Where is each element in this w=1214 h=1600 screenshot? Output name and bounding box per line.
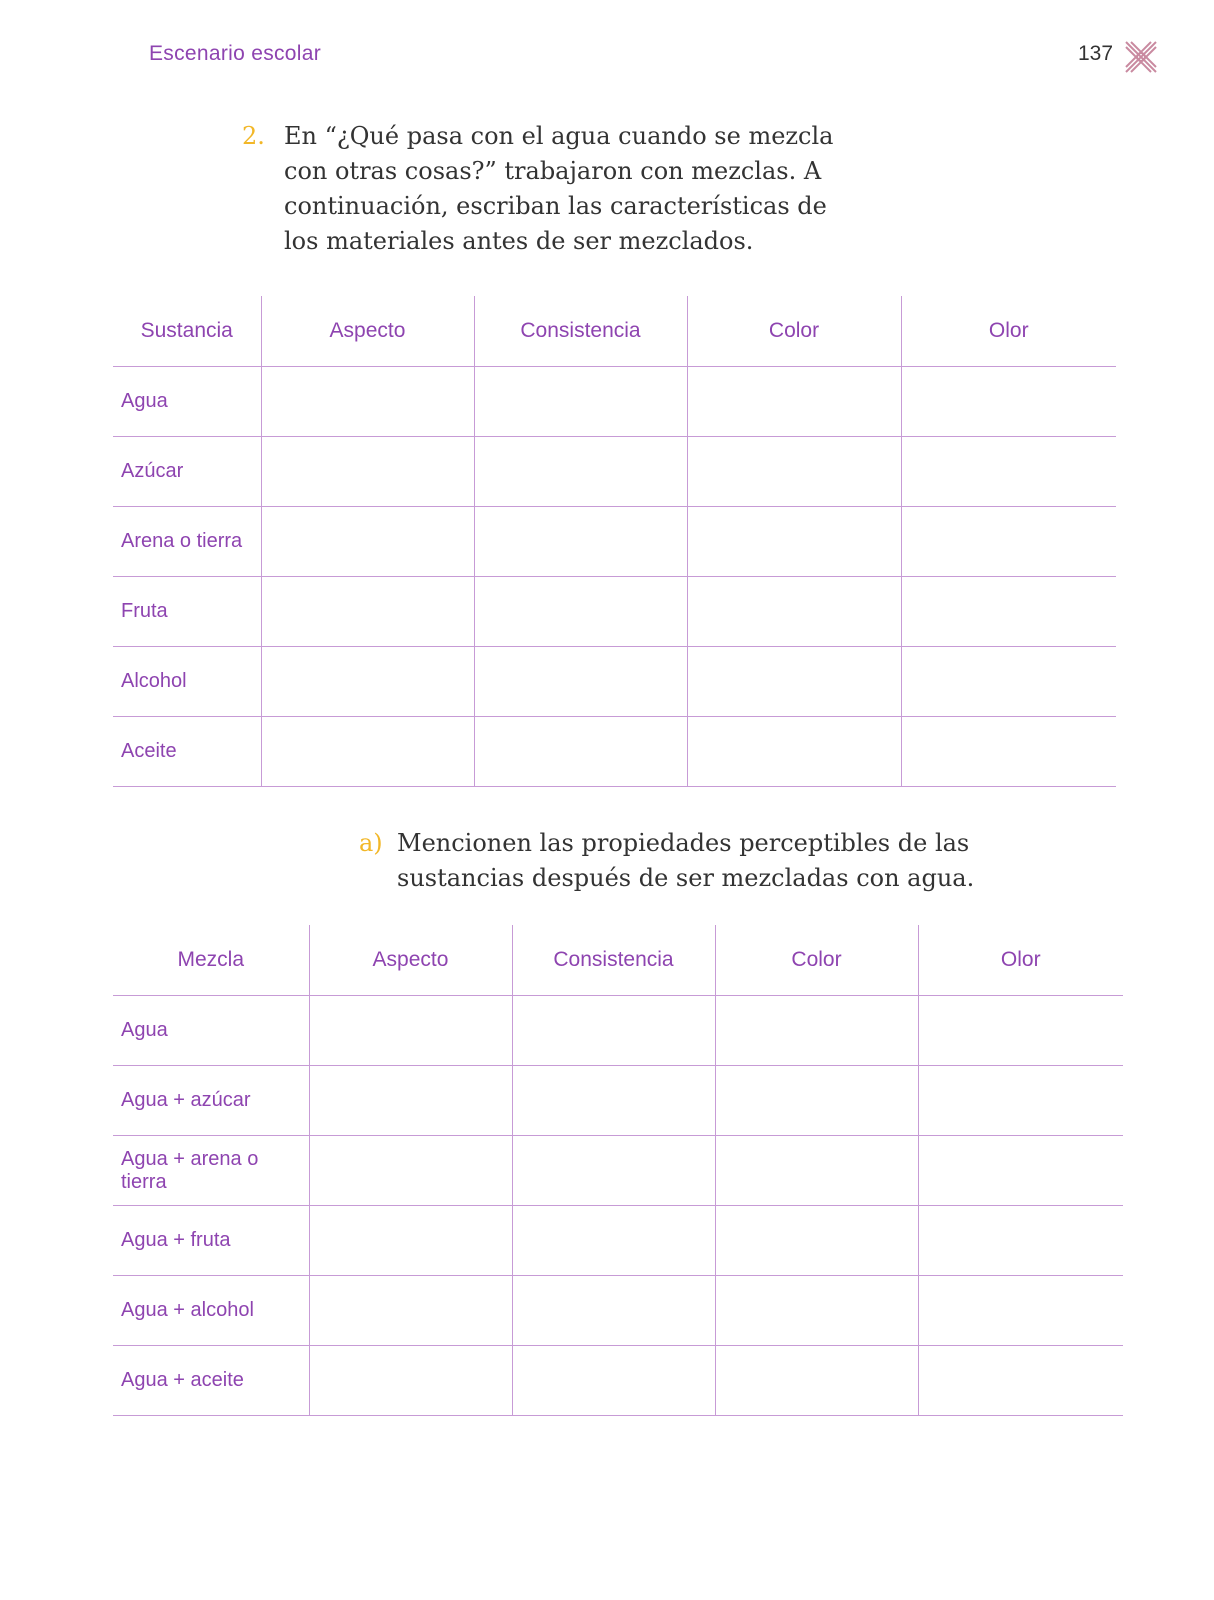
row-label: Agua + azúcar	[113, 1066, 309, 1136]
table-row	[113, 1346, 1123, 1416]
answer-cell[interactable]	[715, 1136, 918, 1206]
table-row	[113, 717, 1116, 787]
answer-cell[interactable]	[901, 507, 1116, 577]
row-label: Alcohol	[113, 647, 261, 717]
instruction-line: sustancias después de ser mezcladas con agua.	[397, 864, 975, 892]
column-header-olor: Olor	[901, 296, 1116, 367]
instruction-letter: a)	[359, 829, 383, 857]
answer-cell[interactable]	[918, 1206, 1123, 1276]
table-row	[113, 647, 1116, 717]
answer-cell[interactable]	[309, 1346, 512, 1416]
answer-cell[interactable]	[715, 996, 918, 1066]
answer-cell[interactable]	[687, 647, 901, 717]
answer-cell[interactable]	[687, 507, 901, 577]
answer-cell[interactable]	[901, 577, 1116, 647]
answer-cell[interactable]	[261, 717, 474, 787]
instruction-line: continuación, escriban las características de	[284, 192, 827, 220]
table-row	[113, 437, 1116, 507]
section-title: Escenario escolar	[149, 42, 322, 65]
instruction-number: 2.	[242, 122, 265, 150]
answer-cell[interactable]	[512, 1136, 715, 1206]
table-row	[113, 507, 1116, 577]
instruction-a	[359, 826, 1037, 896]
answer-cell[interactable]	[687, 437, 901, 507]
instruction-line: con otras cosas?” trabajaron con mezclas. A	[284, 157, 822, 185]
row-label: Agua + aceite	[113, 1346, 309, 1416]
column-header-aspecto: Aspecto	[261, 296, 474, 367]
table-row	[113, 1206, 1123, 1276]
answer-cell[interactable]	[309, 1066, 512, 1136]
answer-cell[interactable]	[474, 507, 687, 577]
answer-cell[interactable]	[918, 1066, 1123, 1136]
row-label: Agua	[113, 996, 309, 1066]
answer-cell[interactable]	[474, 717, 687, 787]
row-label: Arena o tierra	[113, 507, 261, 577]
instruction-line: En “¿Qué pasa con el agua cuando se mezcla	[284, 122, 834, 150]
row-label: Fruta	[113, 577, 261, 647]
answer-cell[interactable]	[309, 1276, 512, 1346]
column-header-color: Color	[715, 925, 918, 996]
row-label: Azúcar	[113, 437, 261, 507]
answer-cell[interactable]	[474, 577, 687, 647]
table-row	[113, 1276, 1123, 1346]
answer-cell[interactable]	[309, 1136, 512, 1206]
instruction-2	[242, 119, 884, 259]
instruction-line: Mencionen las propiedades perceptibles de las	[397, 829, 970, 857]
column-header-olor: Olor	[918, 925, 1123, 996]
answer-cell[interactable]	[261, 507, 474, 577]
answer-cell[interactable]	[261, 437, 474, 507]
answer-cell[interactable]	[715, 1346, 918, 1416]
answer-cell[interactable]	[918, 1136, 1123, 1206]
table-row	[113, 1136, 1123, 1206]
answer-cell[interactable]	[918, 996, 1123, 1066]
answer-cell[interactable]	[261, 367, 474, 437]
answer-cell[interactable]	[512, 1206, 715, 1276]
column-header-consistencia: Consistencia	[512, 925, 715, 996]
table-header-row	[113, 925, 1123, 996]
column-header-mezcla: Mezcla	[113, 925, 309, 996]
answer-cell[interactable]	[687, 577, 901, 647]
answer-cell[interactable]	[901, 367, 1116, 437]
row-label: Agua	[113, 367, 261, 437]
answer-cell[interactable]	[309, 1206, 512, 1276]
answer-cell[interactable]	[474, 437, 687, 507]
table-row	[113, 367, 1116, 437]
woven-star-icon	[1122, 38, 1160, 76]
answer-cell[interactable]	[715, 1206, 918, 1276]
table-row	[113, 996, 1123, 1066]
row-label: Agua + alcohol	[113, 1276, 309, 1346]
column-header-color: Color	[687, 296, 901, 367]
answer-cell[interactable]	[474, 647, 687, 717]
answer-cell[interactable]	[512, 1346, 715, 1416]
substances-table	[113, 296, 1116, 787]
table-row	[113, 1066, 1123, 1136]
answer-cell[interactable]	[309, 996, 512, 1066]
row-label: Agua + fruta	[113, 1206, 309, 1276]
table-header-row	[113, 296, 1116, 367]
row-label: Agua + arena o tierra	[113, 1136, 309, 1206]
table-row	[113, 577, 1116, 647]
instruction-line: los materiales antes de ser mezclados.	[284, 227, 754, 255]
answer-cell[interactable]	[901, 647, 1116, 717]
answer-cell[interactable]	[512, 996, 715, 1066]
answer-cell[interactable]	[715, 1066, 918, 1136]
answer-cell[interactable]	[715, 1276, 918, 1346]
column-header-consistencia: Consistencia	[474, 296, 687, 367]
answer-cell[interactable]	[918, 1276, 1123, 1346]
answer-cell[interactable]	[512, 1066, 715, 1136]
page-number: 137	[1078, 42, 1114, 65]
answer-cell[interactable]	[901, 717, 1116, 787]
column-header-aspecto: Aspecto	[309, 925, 512, 996]
answer-cell[interactable]	[687, 717, 901, 787]
answer-cell[interactable]	[901, 437, 1116, 507]
answer-cell[interactable]	[687, 367, 901, 437]
answer-cell[interactable]	[512, 1276, 715, 1346]
mixtures-table	[113, 925, 1123, 1416]
column-header-sustancia: Sustancia	[113, 296, 261, 367]
answer-cell[interactable]	[261, 647, 474, 717]
answer-cell[interactable]	[261, 577, 474, 647]
answer-cell[interactable]	[474, 367, 687, 437]
row-label: Aceite	[113, 717, 261, 787]
answer-cell[interactable]	[918, 1346, 1123, 1416]
